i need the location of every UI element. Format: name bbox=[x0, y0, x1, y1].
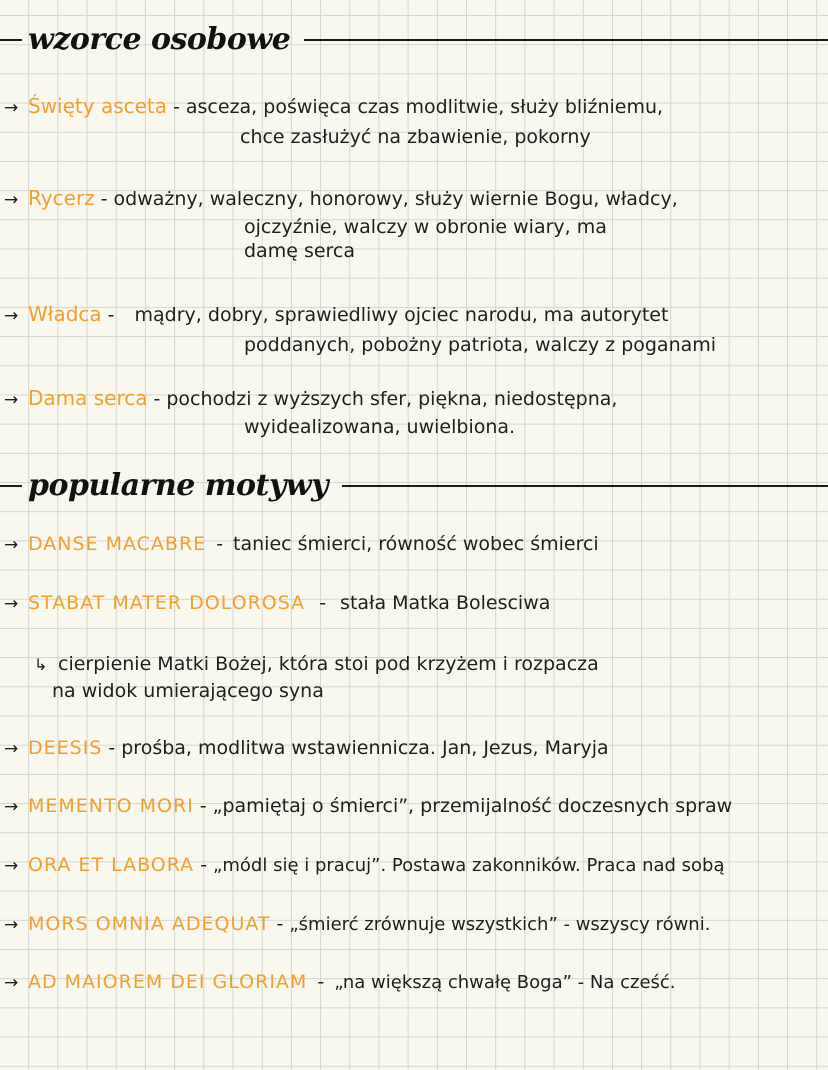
section-title: popularne motywy bbox=[28, 468, 329, 503]
entry-line: mądry, dobry, sprawiedliwy ojciec narodu, ma autorytet bbox=[134, 304, 669, 326]
heading-dash bbox=[0, 39, 22, 41]
entry-line: „śmierć zrównuje wszystkich” - wszyscy równi. bbox=[289, 914, 711, 935]
entry-line: chce zasłużyć na zbawienie, pokorny bbox=[240, 126, 591, 148]
entry-memento-mori bbox=[4, 792, 818, 822]
arrow-icon: → bbox=[4, 915, 19, 935]
entry-line: stała Matka Bolesciwa bbox=[340, 592, 551, 614]
entry-term: AD MAIOREM DEI GLORIAM bbox=[28, 971, 308, 993]
dash-separator: - bbox=[100, 188, 108, 210]
dash-separator: - bbox=[107, 304, 115, 326]
dash-separator: - bbox=[216, 533, 224, 555]
arrow-icon: → bbox=[4, 535, 19, 555]
entry-line: poddanych, pobożny patriota, walczy z poganami bbox=[244, 334, 717, 356]
entry-swiety-asceta bbox=[4, 92, 818, 152]
arrow-icon: → bbox=[4, 973, 19, 993]
sub-line: na widok umierającego syna bbox=[52, 680, 324, 702]
entry-term: Święty asceta bbox=[28, 94, 168, 118]
entry-line: ojczyźnie, walczy w obronie wiary, ma bbox=[244, 216, 607, 238]
heading-rule bbox=[304, 39, 828, 41]
entry-term: MEMENTO MORI bbox=[28, 795, 194, 817]
entry-line: wyidealizowana, uwielbiona. bbox=[244, 416, 516, 438]
arrow-icon: → bbox=[4, 306, 19, 326]
arrow-icon: → bbox=[4, 190, 19, 210]
entry-line: „pamiętaj o śmierci”, przemijalność doczesnych spraw bbox=[212, 795, 733, 817]
sub-line: cierpienie Matki Bożej, która stoi pod krzyżem i rozpacza bbox=[58, 653, 599, 675]
entry-line: prośba, modlitwa wstawiennicza. Jan, Jezus, Maryja bbox=[121, 737, 609, 759]
arrow-icon: → bbox=[4, 594, 19, 614]
dash-separator: - bbox=[276, 913, 284, 935]
heading-dash bbox=[0, 485, 22, 487]
entry-line: odważny, waleczny, honorowy, służy wiernie Bogu, władcy, bbox=[113, 188, 678, 210]
return-arrow-icon: ↳ bbox=[34, 655, 48, 674]
entry-term: Rycerz bbox=[28, 186, 95, 210]
entry-mors-omnia bbox=[4, 910, 818, 940]
entry-line: „na większą chwałę Boga” - Na cześć. bbox=[334, 972, 676, 993]
dash-separator: - bbox=[153, 388, 161, 410]
section-title: wzorce osobowe bbox=[28, 22, 291, 57]
entry-term: STABAT MATER DOLOROSA bbox=[28, 592, 306, 614]
entry-wladca bbox=[4, 300, 818, 360]
entry-danse-macabre bbox=[4, 530, 818, 560]
sub-entry-stabat-mater bbox=[34, 650, 808, 703]
entry-term: ORA ET LABORA bbox=[28, 854, 195, 876]
entry-dama-serca bbox=[4, 384, 818, 439]
dash-separator: - bbox=[199, 795, 207, 817]
dash-separator: - bbox=[200, 854, 208, 876]
arrow-icon: → bbox=[4, 98, 19, 118]
arrow-icon: → bbox=[4, 856, 19, 876]
section-heading-wzorce bbox=[0, 22, 828, 57]
entry-stabat-mater bbox=[4, 589, 818, 619]
arrow-icon: → bbox=[4, 797, 19, 817]
heading-rule bbox=[342, 485, 828, 487]
entry-rycerz bbox=[4, 184, 818, 263]
entry-term: Władca bbox=[28, 302, 102, 326]
dash-separator: - bbox=[173, 96, 180, 118]
entry-term: DANSE MACABRE bbox=[28, 533, 207, 555]
entry-term: DEESIS bbox=[28, 737, 103, 759]
dash-separator: - bbox=[317, 971, 325, 993]
entry-term: MORS OMNIA ADEQUAT bbox=[28, 913, 271, 935]
dash-separator: - bbox=[108, 737, 116, 759]
arrow-icon: → bbox=[4, 390, 19, 410]
entry-line: taniec śmierci, równość wobec śmierci bbox=[233, 533, 599, 555]
entry-line: damę serca bbox=[244, 240, 356, 262]
entry-line: „módl się i pracuj”. Postawa zakonników. Praca nad sobą bbox=[213, 855, 725, 876]
entry-ad-maiorem bbox=[4, 968, 818, 998]
section-heading-motywy bbox=[0, 468, 828, 503]
entry-line: asceza, poświęca czas modlitwie, służy bliźniemu, bbox=[185, 96, 664, 118]
dash-separator: - bbox=[319, 592, 327, 614]
arrow-icon: → bbox=[4, 739, 19, 759]
entry-ora-et-labora bbox=[4, 851, 818, 881]
entry-deesis bbox=[4, 734, 818, 764]
entry-term: Dama serca bbox=[28, 386, 148, 410]
entry-line: pochodzi z wyższych sfer, piękna, niedostępna, bbox=[166, 388, 618, 410]
